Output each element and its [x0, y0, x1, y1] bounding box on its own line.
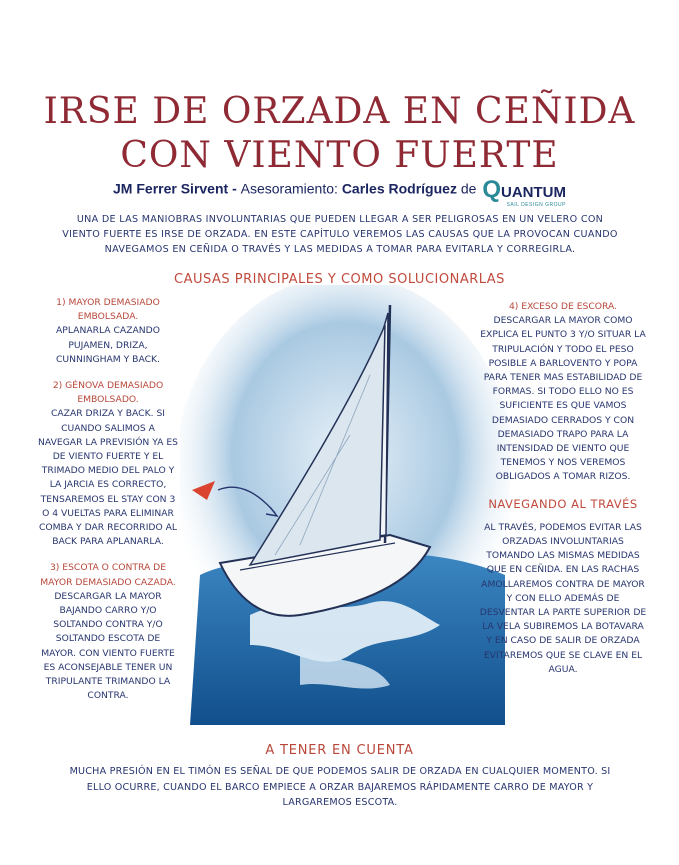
- cause-1-title: 1) MAYOR DEMASIADO EMBOLSADA.: [56, 297, 160, 323]
- cause-3: [38, 561, 178, 703]
- byline: JM Ferrer Sirvent - Asesoramiento: Carles Rodríguez de QUANTUM SAIL DESIGN GROUP: [113, 176, 566, 208]
- sailboat-illustration: [180, 285, 510, 725]
- cause-4: [478, 300, 648, 485]
- intro-paragraph: UNA DE LAS MANIOBRAS INVOLUNTARIAS QUE PUEDEN LLEGAR A SER PELIGROSAS EN UN VELERO CON VIENTO FUERTE ES IRSE DE ORZADA. EN ESTE CAPÍTULO VEREMOS LAS CAUSAS QUE LA PROVOCAN CUANDO NAVEGAMOS EN CEÑIDA O TRAVÉS Y LAS MEDIDAS A TOMAR PARA EVITARLA Y CORREGIRLA.: [62, 214, 618, 255]
- cause-4-title: 4) EXCESO DE ESCORA.: [508, 301, 618, 312]
- beam-body: AL TRAVÉS, PODEMOS EVITAR LAS ORZADAS INVOLUNTARIAS TOMANDO LAS MISMAS MEDIDAS QUE EN CEÑIDA. EN LAS RACHAS AMOLLAREMOS CONTRA DE MAYOR Y CON ELLO ADEMÁS DE DESVENTAR LA PARTE SUPERIOR DE LA VELA SUBIREMOS LA BOTAVARA Y EN CASO DE SALIR DE ORZADA EVITAREMOS QUE SE CLAVE EN EL AGUA.: [479, 521, 647, 675]
- final-heading: A TENER EN CUENTA: [265, 743, 414, 758]
- final-paragraph: MUCHA PRESIÓN EN EL TIMÓN ES SEÑAL DE QUE PODEMOS SALIR DE ORZADA EN CUALQUIER MOMENTO. SI ELLO OCURRE, CUANDO EL BARCO EMPIECE A ORZAR BAJAREMOS RÁPIDAMENTE CARRO DE MAYOR Y LARGAREMOS ESCOTA.: [69, 766, 611, 808]
- cause-3-title: 3) ESCOTA O CONTRA DE MAYOR DEMASIADO CAZADA.: [40, 562, 176, 588]
- beam-heading: NAVEGANDO AL TRAVÉS: [488, 496, 638, 511]
- cause-2: [38, 379, 178, 549]
- causes-heading: CAUSAS PRINCIPALES Y COMO SOLUCIONARLAS: [174, 272, 505, 287]
- title-line-2: CON VIENTO FUERTE: [120, 135, 559, 176]
- quantum-logo: QUANTUM SAIL DESIGN GROUP: [482, 176, 566, 208]
- cause-2-title: 2) GÉNOVA DEMASIADO EMBOLSADO.: [52, 380, 164, 406]
- cause-2-body: CAZAR DRIZA Y BACK. SI CUANDO SALIMOS A NAVEGAR LA PREVISIÓN YA ES DE VIENTO FUERTE Y EL TRIMADO MEDIO DEL PALO Y LA JARCIA ES CORRECTO, TENSAREMOS EL STAY CON 3 O 4 VUELTAS PARA ELIMINAR COMBA Y DAR RECORRIDO AL BACK PARA APLANARLA.: [38, 408, 178, 548]
- advice-label: Asesoramiento:: [240, 180, 342, 197]
- cause-1: [38, 296, 178, 367]
- title-line-1: IRSE DE ORZADA EN CEÑIDA: [43, 91, 636, 132]
- cause-1-body: APLANARLA CAZANDO PUJAMEN, DRIZA, CUNNINGHAM Y BACK.: [56, 325, 160, 365]
- author-name: JM Ferrer Sirvent: [113, 180, 229, 197]
- cause-4-body: DESCARGAR LA MAYOR COMO EXPLICA EL PUNTO 3 Y/O SITUAR LA TRIPULACIÓN Y TODO EL PESO POSIBLE A BARLOVENTO Y POPA PARA TENER MAS ESTABILIDAD DE FORMAS. SI TODO ELLO NO ES SUFICIENTE ES QUE VAMOS DEMASIADO CERRADOS Y CON DEMASIADO TRAPO PARA LA INTENSIDAD DE VIENTO QUE TENEMOS Y NOS VEREMOS OBLIGADOS A TOMAR RIZOS.: [480, 315, 646, 483]
- right-column: [478, 300, 648, 677]
- advisor-name: Carles Rodríguez: [341, 180, 457, 197]
- left-column: [38, 296, 178, 715]
- cause-3-body: DESCARGAR LA MAYOR BAJANDO CARRO Y/O SOLTANDO CONTRA Y/O SOLTANDO ESCOTA DE MAYOR. CON VIENTO FUERTE ES ACONSEJABLE TENER UN TRIPULANTE TRIMANDO LA CONTRA.: [41, 590, 175, 702]
